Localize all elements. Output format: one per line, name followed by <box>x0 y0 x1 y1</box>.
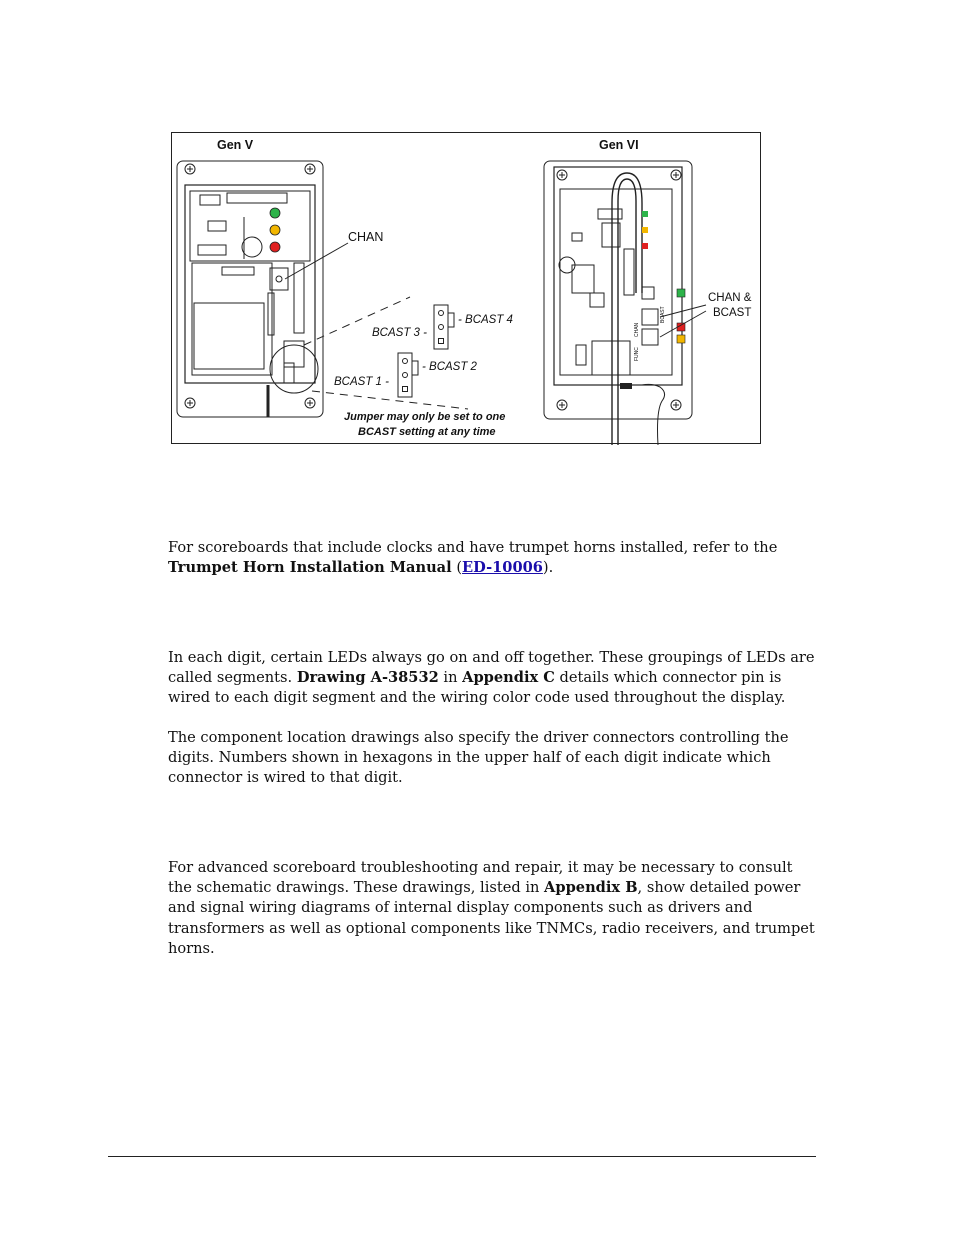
trumpet-horn-paragraph <box>168 538 818 578</box>
yellow-led-icon <box>677 335 685 343</box>
ed-10006-link[interactable]: ED-10006 <box>462 559 543 577</box>
segments-text-3: details which connector pin is wired to each digit segment and the wiring color code used throughout the display. <box>168 669 786 707</box>
horn-paren-close: ). <box>542 559 554 577</box>
small-red-led-icon <box>642 243 648 249</box>
jumper-header-upper <box>434 305 454 349</box>
gen-v-board <box>177 161 323 417</box>
board-chan-tag: CHAN <box>634 322 640 337</box>
horn-paren-open: ( <box>451 559 463 577</box>
horn-manual-title: Trumpet Horn Installation Manual <box>168 559 452 577</box>
board-bcast-tag: BCAST <box>660 306 666 323</box>
jumper-settings-figure <box>171 132 761 444</box>
bcast1-label: BCAST 1 - <box>334 376 389 388</box>
zoom-line-bottom <box>312 391 468 409</box>
segments-text-2: in <box>438 669 463 687</box>
jumper-header-lower <box>398 353 418 397</box>
chan-bcast-label-line2: BCAST <box>713 307 752 319</box>
gen-vi-title: Gen VI <box>599 138 639 152</box>
board-func-tag: FUNC <box>634 347 640 361</box>
jumper-note-line2: BCAST setting at any time <box>358 426 496 438</box>
component-text: The component location drawings also specify the driver connectors controlling the digits. Numbers shown in hexagons in the upper half of each digit indicate which connector is wired to that digit. <box>168 729 789 787</box>
gen-vi-board <box>544 161 692 445</box>
chan-label: CHAN <box>348 230 384 244</box>
gen-v-leds <box>270 208 280 252</box>
red-led-icon <box>270 242 280 252</box>
schematics-text-1: For advanced scoreboard troubleshooting and repair, it may be necessary to consult the schematic drawings. These drawings, listed in <box>168 859 793 897</box>
drawing-reference: Drawing A-38532 <box>296 669 439 687</box>
segments-paragraph <box>168 648 818 709</box>
gen-v-title: Gen V <box>217 138 254 152</box>
bcast4-label: - BCAST 4 <box>458 314 513 326</box>
figure-drawing <box>172 133 762 445</box>
bcast2-label: - BCAST 2 <box>422 361 477 373</box>
horn-text: For scoreboards that include clocks and have trumpet horns installed, refer to the <box>168 539 778 556</box>
segments-text-1: In each digit, certain LEDs always go on and off together. These groupings of LEDs are called segments. <box>168 649 815 687</box>
appendix-b-reference: Appendix B <box>544 879 638 897</box>
green-led-icon <box>270 208 280 218</box>
small-green-led-icon <box>642 211 648 217</box>
bcast3-label: BCAST 3 - <box>372 327 427 339</box>
gen-vi-connector <box>620 383 632 389</box>
footer-divider <box>108 1156 816 1157</box>
green-led-icon <box>677 289 685 297</box>
schematics-paragraph <box>168 858 818 959</box>
schematics-text-2: , show detailed power and signal wiring diagrams of internal display components such as drivers and transformers as well as optional components like TNMCs, radio receivers, and trumpet horns. <box>168 879 815 957</box>
yellow-led-icon <box>270 225 280 235</box>
appendix-c-reference: Appendix C <box>462 669 555 687</box>
jumper-note-line1: Jumper may only be set to one <box>344 411 506 423</box>
small-yellow-led-icon <box>642 227 648 233</box>
component-location-paragraph <box>168 728 818 789</box>
chan-bcast-label-line1: CHAN & <box>708 292 752 304</box>
